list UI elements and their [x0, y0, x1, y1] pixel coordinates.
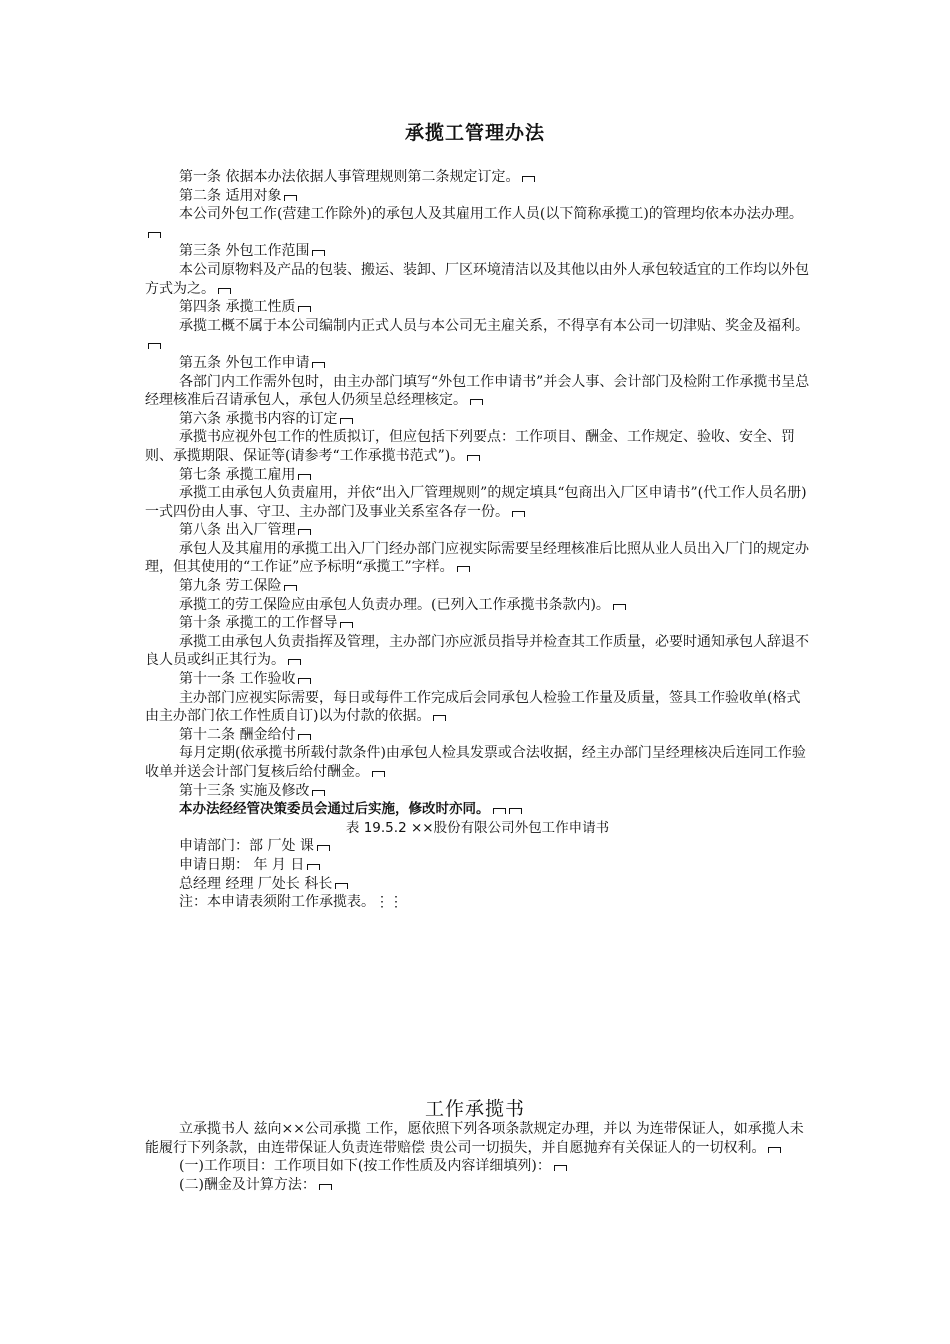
- paragraph-mark-icon: [319, 1184, 332, 1190]
- paragraph-text: 第九条 劳工保险: [179, 578, 282, 595]
- paragraph-text: 各部门内工作需外包时，由主办部门填写“外包工作申请书”并会人事、会计部门及检附工作承揽书呈总经理核准后召请承包人，承包人仍须呈总经理核定。: [145, 373, 810, 409]
- paragraph-mark-icon: [335, 883, 348, 889]
- paragraph-text: 承揽工的劳工保险应由承包人负责办理。(已列入工作承揽书条款内)。: [179, 596, 610, 613]
- doc-body: [145, 168, 810, 912]
- paragraph: [145, 1157, 810, 1176]
- paragraph-mark-icon: [298, 306, 311, 312]
- table-caption: [145, 819, 810, 838]
- paragraph-mark-icon: [148, 232, 161, 238]
- paragraph-text: 表 19.5.2 ××股份有限公司外包工作申请书: [345, 819, 610, 836]
- doc-title: 承揽工管理办法: [404, 122, 545, 144]
- paragraph: [145, 168, 810, 187]
- paragraph-mark-icon: [312, 250, 325, 256]
- paragraph: [145, 782, 810, 801]
- paragraph: [145, 354, 810, 373]
- paragraph: [145, 800, 810, 819]
- paragraph-text: 第三条 外包工作范围: [179, 243, 310, 260]
- paragraph-text: 第十一条 工作验收: [179, 671, 296, 688]
- paragraph-text: 第十三条 实施及修改: [179, 782, 310, 799]
- paragraph: [145, 261, 810, 298]
- paragraph-text: 本公司外包工作(营建工作除外)的承包人及其雇用工作人员(以下简称承揽工)的管理均依本办法办理。: [179, 206, 803, 223]
- paragraph: [145, 856, 810, 875]
- paragraph-text: 第一条 依据本办法依据人事管理规则第二条规定订定。: [179, 169, 520, 185]
- paragraph-mark-icon: [522, 176, 535, 182]
- paragraph-text: 承揽书应视外包工作的性质拟订，但应包括下列要点：工作项目、酬金、工作规定、验收、安全、罚则、承揽期限、保证等(请参考“工作承揽书范式”)。: [145, 429, 795, 464]
- paragraph: [145, 373, 810, 410]
- paragraph-text: 本公司原物料及产品的包装、搬运、装卸、厂区环境清洁以及其他以由外人承包较适宜的工作均以外包方式为之。: [145, 261, 809, 297]
- paragraph: [145, 1120, 810, 1157]
- paragraph-text: 第七条 承揽工雇用: [179, 466, 296, 483]
- paragraph-text: 总经理 经理 厂处长 科长: [179, 875, 333, 892]
- paragraph-text: 承揽工由承包人负责指挥及管理，主办部门亦应派员指导并检查其工作质量，必要时通知承包人辞退不良人员或纠正其行为。: [145, 633, 809, 669]
- paragraph-text: 承包人及其雇用的承揽工出入厂门经办部门应视实际需要呈经理核准后比照从业人员出入厂门的规定办理，但其使用的“工作证”应予标明“承揽工”字样。: [145, 540, 809, 576]
- paragraph-mark-icon: [317, 845, 330, 851]
- paragraph-text: 第十二条 酬金给付: [179, 726, 296, 743]
- paragraph: [145, 466, 810, 485]
- paragraph: [145, 521, 810, 540]
- paragraph: [145, 689, 810, 726]
- paragraph: [145, 633, 810, 670]
- paragraph-text: 申请日期： 年 月 日: [179, 856, 305, 873]
- paragraph-text: 第八条 出入厂管理: [179, 522, 296, 539]
- paragraph-mark-icon: [768, 1147, 781, 1153]
- paragraph-mark-icon: [467, 455, 480, 461]
- paragraph-text: 申请部门：部 厂处 课: [179, 838, 314, 855]
- paragraph: [145, 317, 810, 354]
- paragraph-mark-icon: [148, 343, 161, 349]
- paragraph-mark-icon: [433, 715, 446, 721]
- paragraph: [145, 1176, 810, 1195]
- paragraph-text: 第五条 外包工作申请: [179, 354, 310, 371]
- paragraph-mark-icon: [372, 771, 385, 777]
- paragraph-mark-icon: [298, 678, 311, 684]
- paragraph-mark-icon: [218, 288, 231, 294]
- paragraph-text: (二)酬金及计算方法：: [179, 1176, 316, 1193]
- paragraph-text: 立承揽书人 兹向××公司承揽 工作，愿依照下列各项条款规定办理，并以 为连带保证人，如承揽人未能履行下列条款，由连带保证人负责连带赔偿 贵公司一切损失，并自愿抛弃有关保证人的一切权利。: [145, 1121, 804, 1156]
- paragraph-mark-icon: [307, 864, 320, 870]
- paragraph-text: (一)工作项目：工作项目如下(按工作性质及内容详细填列)：: [179, 1158, 551, 1175]
- paragraph: [145, 484, 810, 521]
- paragraph: [145, 577, 810, 596]
- paragraph-mark-icon: [457, 566, 470, 572]
- paragraph-mark-icon: [312, 362, 325, 368]
- paragraph-mark-icon: [298, 474, 311, 480]
- paragraph-mark-icon: [554, 1165, 567, 1171]
- paragraph-mark-icon: [284, 195, 297, 201]
- paragraph-mark-icon: [470, 399, 483, 405]
- contract-title: 工作承揽书: [424, 1098, 525, 1120]
- paragraph: [145, 410, 810, 429]
- paragraph-text: 承揽工概不属于本公司编制内正式人员与本公司无主雇关系，不得享有本公司一切津贴、奖金及福利。: [179, 317, 809, 334]
- paragraph-text: 本办法经经管决策委员会通过后实施，修改时亦同。: [179, 801, 490, 818]
- paragraph: [145, 614, 810, 633]
- paragraph-mark-icon: [298, 734, 311, 740]
- paragraph: [145, 726, 810, 745]
- paragraph-mark-icon: [493, 808, 506, 814]
- paragraph-mark-icon: [312, 790, 325, 796]
- paragraph: [145, 875, 810, 894]
- paragraph: [145, 596, 810, 615]
- paragraph: [145, 187, 810, 206]
- paragraph: [145, 428, 810, 465]
- paragraph-text: 注：本申请表须附工作承揽表。⋮⋮: [179, 894, 403, 911]
- paragraph-mark-icon: [613, 604, 626, 610]
- paragraph-mark-icon: [340, 622, 353, 628]
- paragraph-text: 第二条 适用对象: [179, 187, 282, 204]
- paragraph-mark-icon: [288, 659, 301, 665]
- paragraph-text: 每月定期(依承揽书所载付款条件)由承包人检具发票或合法收据，经主办部门呈经理核决后连同工作验收单并送会计部门复核后给付酬金。: [145, 745, 806, 780]
- paragraph-mark-icon: [340, 418, 353, 424]
- paragraph: [145, 540, 810, 577]
- paragraph: [145, 893, 810, 912]
- paragraph-mark-icon: [509, 808, 522, 814]
- contract-body: [145, 1120, 810, 1194]
- paragraph-mark-icon: [512, 511, 525, 517]
- paragraph: [145, 670, 810, 689]
- paragraph: [145, 242, 810, 261]
- paragraph-text: 第十条 承揽工的工作督导: [179, 615, 338, 632]
- paragraph-text: 第六条 承揽书内容的订定: [179, 410, 338, 427]
- paragraph: [145, 298, 810, 317]
- paragraph: [145, 744, 810, 781]
- paragraph: [145, 205, 810, 242]
- paragraph-mark-icon: [284, 585, 297, 591]
- paragraph: [145, 837, 810, 856]
- paragraph-mark-icon: [298, 529, 311, 535]
- paragraph-text: 第四条 承揽工性质: [179, 299, 296, 316]
- paragraph-text: 主办部门应视实际需要，每日或每件工作完成后会同承包人检验工作量及质量，签具工作验收单(格式由主办部门依工作性质自订)以为付款的依据。: [145, 689, 801, 725]
- paragraph-text: 承揽工由承包人负责雇用，并依“出入厂管理规则”的规定填具“包商出入厂区申请书”(代工作人员名册)一式四份由人事、守卫、主办部门及事业关系室各存一份。: [145, 485, 807, 520]
